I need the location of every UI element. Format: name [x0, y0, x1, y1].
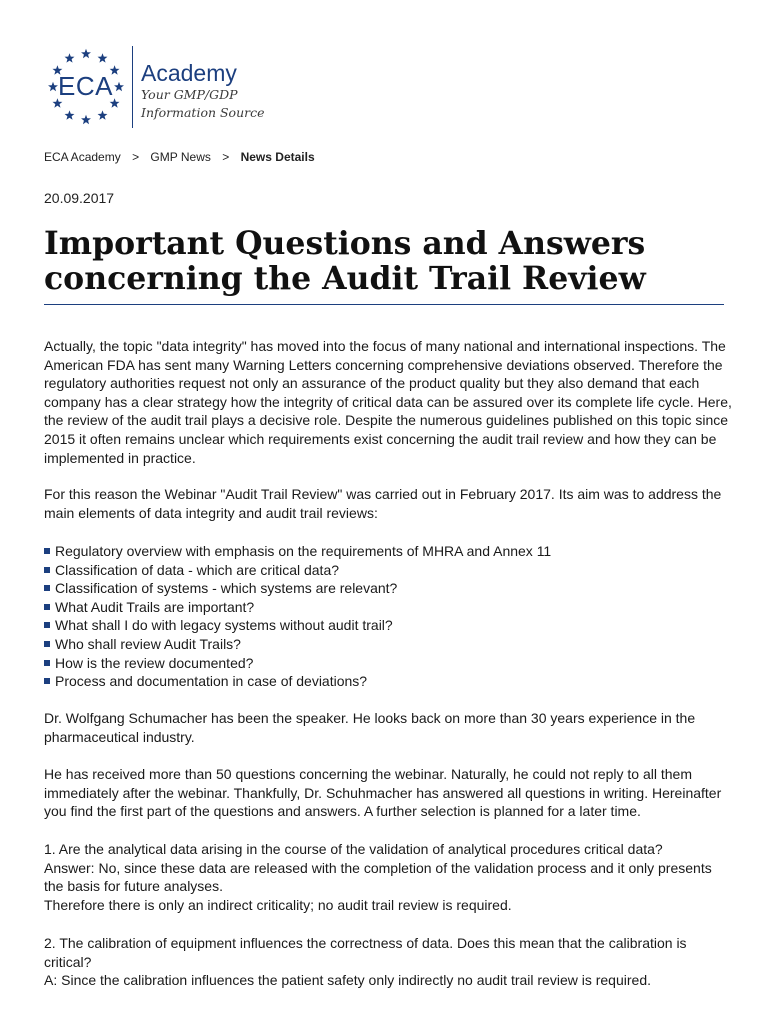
square-bullet-icon [44, 585, 50, 591]
article-paragraph-webinar: For this reason the Webinar "Audit Trail Review" was carried out in February 2017. Its aim was to address the main elements of data integrity and audit trail reviews: [44, 486, 722, 521]
logo-star [81, 115, 91, 124]
qa-question: 2. The calibration of equipment influences the correctness of data. Does this mean that the calibration is critical? [44, 935, 687, 970]
logo-divider [132, 46, 133, 128]
list-item-text: Classification of systems - which systems are relevant? [55, 580, 398, 597]
article-title: Important Questions and Answers concerning the Audit Trail Review [44, 225, 646, 297]
list-item-text: How is the review documented? [55, 654, 254, 671]
logo-academy-text: Academy [141, 60, 237, 86]
breadcrumb [44, 150, 315, 164]
breadcrumb-separator: > [222, 150, 230, 164]
logo-eca-text: ECA [58, 71, 113, 101]
square-bullet-icon [44, 548, 50, 554]
qa-question: 1. Are the analytical data arising in the course of the validation of analytical procedures critical data? [44, 841, 663, 857]
list-item [44, 654, 734, 673]
list-item [44, 616, 734, 635]
list-item [44, 635, 734, 654]
breadcrumb-separator: > [132, 150, 140, 164]
logo-star [114, 82, 124, 91]
breadcrumb-link-eca-academy[interactable]: ECA Academy [44, 150, 121, 164]
square-bullet-icon [44, 678, 50, 684]
logo-star [81, 49, 91, 58]
title-underline [44, 304, 724, 305]
article-paragraph-intro: Actually, the topic "data integrity" has moved into the focus of many national and international inspections. The American FDA has sent many Warning Letters concerning comprehensive deviations observed. Therefore the regulatory authorities request not only an assurance of the product quality but they also demand that each company has a clear strategy how the integrity of critical data can be assured over its complete life cycle. Here, the review of the audit trail plays a decisive role. Despite the numerous guidelines published on this topic since 2015 it often remains unclear which requirements exist concerning the audit trail review and how they can be implemented in practice. [44, 338, 732, 466]
list-item [44, 561, 734, 580]
breadcrumb-link-gmp-news[interactable]: GMP News [150, 150, 211, 164]
list-item [44, 579, 734, 598]
webinar-topics-list [44, 542, 734, 691]
logo-star [65, 110, 75, 119]
list-item-text: Process and documentation in case of deviations? [55, 673, 368, 690]
list-item [44, 598, 734, 617]
list-item-text: Classification of data - which are critical data? [55, 561, 340, 578]
logo-tagline-line2: Information Source [141, 105, 265, 120]
square-bullet-icon [44, 567, 50, 573]
list-item [44, 672, 734, 691]
logo-star [98, 53, 108, 62]
article-paragraph-questions: He has received more than 50 questions concerning the webinar. Naturally, he could not reply to all them immediately after the webinar. Thankfully, Dr. Schuhmacher has answered all questions in writing. Hereinafter you find the first part of the questions and answers. A further selection is planned for a later time. [44, 766, 722, 820]
article-date: 20.09.2017 [44, 190, 115, 206]
square-bullet-icon [44, 604, 50, 610]
eca-academy-logo[interactable] [44, 44, 284, 130]
article-paragraph-speaker: Dr. Wolfgang Schumacher has been the speaker. He looks back on more than 30 years experience in the pharmaceutical industry. [44, 710, 696, 745]
qa-answer: A: Since the calibration influences the patient safety only indirectly no audit trail review is required. [44, 972, 651, 989]
qa-item-2 [44, 934, 734, 990]
qa-answer: Answer: No, since these data are released with the completion of the validation process and it only presents the basis for future analyses. [44, 859, 712, 895]
list-item-text: Who shall review Audit Trails? [55, 635, 241, 652]
logo-star [48, 82, 58, 91]
list-item-text: Regulatory overview with emphasis on the requirements of MHRA and Annex 11 [55, 543, 552, 559]
breadcrumb-current: News Details [240, 150, 315, 164]
square-bullet-icon [44, 641, 50, 647]
square-bullet-icon [44, 660, 50, 666]
qa-note: Therefore there is only an indirect criticality; no audit trail review is required. [44, 896, 512, 913]
logo-star [65, 53, 75, 62]
logo-tagline-line1: Your GMP/GDP [141, 87, 238, 102]
qa-item-1 [44, 840, 734, 914]
list-item [44, 542, 734, 561]
logo-star [98, 110, 108, 119]
list-item-text: What shall I do with legacy systems without audit trail? [55, 617, 393, 634]
list-item-text: What Audit Trails are important? [55, 598, 255, 615]
square-bullet-icon [44, 622, 50, 628]
